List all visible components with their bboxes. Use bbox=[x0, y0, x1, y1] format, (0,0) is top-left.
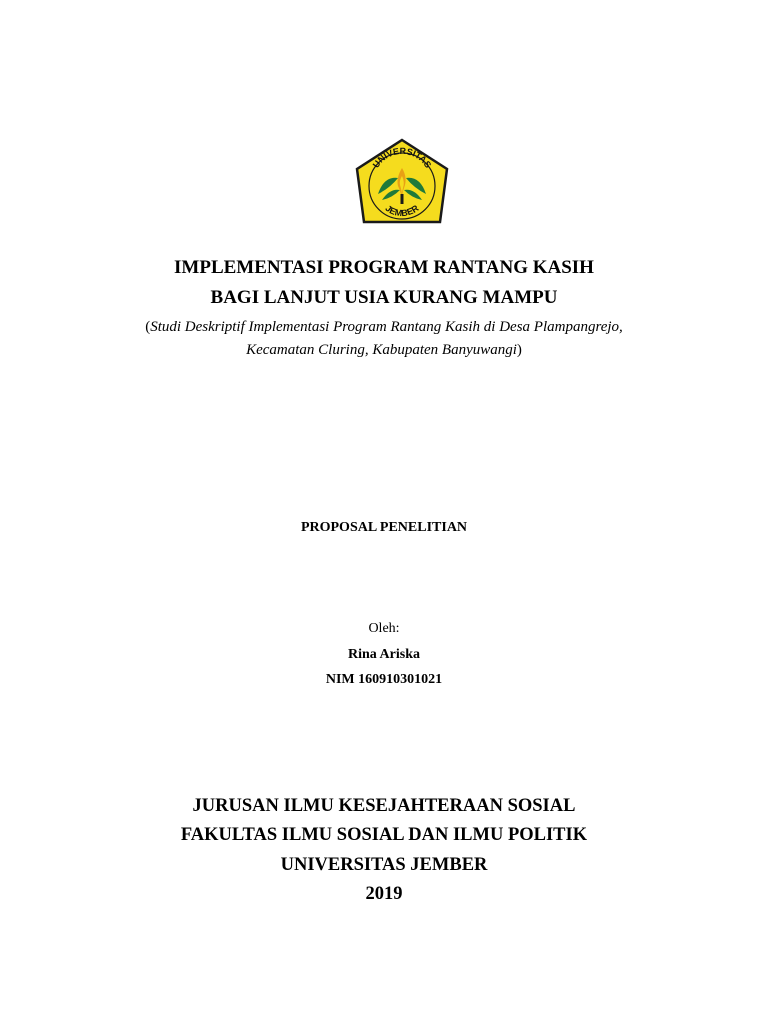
year: 2019 bbox=[365, 884, 403, 904]
subtitle-text-2: Kecamatan Cluring, Kabupaten Banyuwangi bbox=[246, 342, 517, 358]
university-logo bbox=[354, 138, 450, 228]
title-line-2: BAGI LANJUT USIA KURANG MAMPU bbox=[210, 287, 558, 308]
university-name: UNIVERSITAS JEMBER bbox=[280, 855, 488, 875]
faculty-name: FAKULTAS ILMU SOSIAL DAN ILMU POLITIK bbox=[180, 825, 588, 845]
author-nim: NIM 160910301021 bbox=[325, 672, 443, 687]
logo-bottom-text: JEMBER bbox=[383, 203, 421, 219]
logo-stem bbox=[401, 194, 404, 204]
logo-top-text: UNIVERSITAS bbox=[370, 145, 434, 170]
subtitle-close-paren: ) bbox=[516, 342, 522, 358]
author-name: Rina Ariska bbox=[348, 647, 420, 662]
author-by-label: Oleh: bbox=[368, 621, 400, 636]
title-line-1: IMPLEMENTASI PROGRAM RANTANG KASIH bbox=[174, 257, 594, 278]
subtitle-open-paren: ( bbox=[145, 319, 151, 335]
document-type: PROPOSAL PENELITIAN bbox=[300, 520, 468, 535]
subtitle-text-1: Studi Deskriptif Implementasi Program Rantang Kasih di Desa Plampangrejo, bbox=[150, 319, 623, 335]
subtitle-line-2 bbox=[0, 342, 768, 359]
subtitle-line-1 bbox=[0, 319, 768, 336]
department-name: JURUSAN ILMU KESEJAHTERAAN SOSIAL bbox=[192, 796, 576, 816]
